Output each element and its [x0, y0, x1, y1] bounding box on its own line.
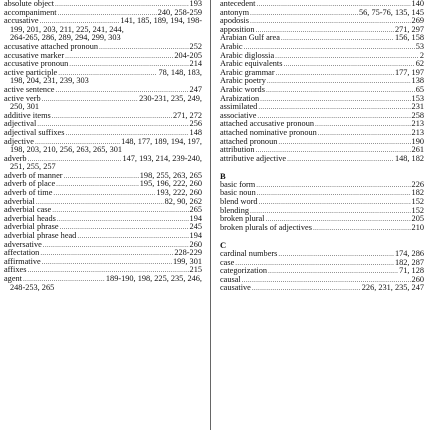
- index-term: attached nominative pronoun: [220, 127, 317, 137]
- dot-leader: [275, 52, 419, 61]
- dot-leader: [313, 224, 411, 233]
- index-term: accusative attached pronoun: [4, 41, 98, 51]
- column-divider: [210, 0, 211, 430]
- index-term: active sentence: [4, 84, 55, 94]
- index-term: agent: [4, 274, 22, 283]
- page-numbers: 260: [189, 239, 202, 249]
- page-numbers: 228-229: [174, 248, 202, 258]
- index-term: adverbial case: [4, 205, 52, 215]
- page-numbers: 258: [411, 110, 424, 120]
- dot-leader: [52, 112, 172, 121]
- index-term: adversative: [4, 239, 42, 249]
- page-numbers: 148: [189, 127, 202, 137]
- dot-leader: [77, 232, 188, 241]
- index-entry: [220, 284, 424, 293]
- page-numbers: 261: [411, 145, 424, 155]
- dot-leader: [278, 138, 410, 147]
- page-numbers: 226, 231, 235, 247: [361, 283, 424, 293]
- dot-leader: [250, 207, 411, 216]
- page-numbers: 182, 287: [394, 257, 424, 267]
- page-numbers: 53: [415, 41, 424, 51]
- dot-leader: [40, 249, 173, 258]
- page-numbers: 148, 182: [394, 153, 424, 163]
- dot-leader: [315, 120, 411, 129]
- dot-leader: [260, 95, 410, 104]
- index-term: 264-265, 286, 289, 294, 299, 303: [10, 33, 121, 43]
- index-section-letter: C: [220, 240, 227, 251]
- page-numbers: 252: [189, 41, 202, 51]
- dot-leader: [268, 267, 398, 276]
- index-term: adverb of manner: [4, 170, 63, 180]
- dot-leader: [266, 86, 415, 95]
- page-numbers: 260: [411, 274, 424, 284]
- index-term: active verb: [4, 93, 41, 103]
- page-numbers: 153: [411, 93, 424, 103]
- index-term: Arabization: [220, 93, 260, 103]
- dot-leader: [287, 155, 394, 164]
- index-term: affectation: [4, 248, 40, 258]
- index-term: Arabian Gulf area: [220, 33, 280, 43]
- page-numbers: 198, 255, 263, 265: [139, 170, 202, 180]
- page-numbers: 247: [189, 84, 202, 94]
- index-term: blend word: [220, 197, 258, 207]
- index-term: 248-253, 265: [10, 282, 55, 292]
- index-term: additive items: [4, 110, 51, 120]
- index-column-right: [220, 0, 424, 293]
- page-numbers: 240, 258-259: [157, 7, 202, 17]
- page-numbers: 2: [419, 50, 424, 60]
- page-numbers: 245: [189, 222, 202, 232]
- index-term: Arabic words: [220, 84, 265, 94]
- index-term: 251, 255, 257: [10, 162, 56, 172]
- page-numbers: 213: [411, 127, 424, 137]
- page-numbers: 71, 128: [399, 266, 424, 276]
- page-numbers: 152: [411, 205, 424, 215]
- page-numbers: 195, 196, 222, 260: [139, 179, 202, 189]
- page-numbers: 226: [411, 179, 424, 189]
- page-numbers: 190: [411, 136, 424, 146]
- page-numbers: 56, 75-76, 135, 145: [359, 7, 424, 17]
- index-term: 250, 301: [10, 102, 40, 112]
- index-term: Arabic poetry: [220, 76, 266, 86]
- index-entry: [220, 34, 424, 43]
- index-term: attached pronoun: [220, 136, 278, 146]
- index-term: adjectival suffixes: [4, 127, 65, 137]
- page-numbers: 147, 193, 214, 239-240,: [122, 153, 202, 163]
- page-numbers: 199, 301: [172, 256, 202, 266]
- index-gap: [220, 232, 424, 241]
- page-numbers: 156, 158: [394, 33, 424, 43]
- index-entry: [220, 250, 424, 259]
- dot-leader: [42, 258, 172, 267]
- index-term: attribution: [220, 145, 255, 155]
- index-term: causal: [220, 274, 241, 284]
- index-term: basic noun: [220, 188, 256, 198]
- index-term: adverbial phrase: [4, 222, 59, 232]
- index-term: adverbial: [4, 196, 35, 206]
- dot-leader: [252, 284, 361, 293]
- index-term: associative: [220, 110, 257, 120]
- index-term: broken plurals of adjectives: [220, 222, 312, 232]
- index-term: Arabic diglossia: [220, 50, 275, 60]
- dot-leader: [65, 52, 173, 61]
- dot-leader: [281, 34, 394, 43]
- page-numbers: 82, 90, 262: [164, 196, 202, 206]
- index-term: Arabic equivalents: [220, 59, 283, 69]
- page-numbers: 271, 272: [172, 110, 202, 120]
- index-term: adverbial heads: [4, 213, 56, 223]
- index-term: accusative pronoun: [4, 59, 69, 69]
- index-term: accompaniment: [4, 7, 57, 17]
- index-term: accusative: [4, 16, 39, 26]
- index-term: categorization: [220, 266, 267, 276]
- page-numbers: 265: [189, 205, 202, 215]
- index-gap: [220, 163, 424, 172]
- dot-leader: [267, 77, 411, 86]
- page-numbers: 148, 177, 189, 194, 197,: [121, 136, 202, 146]
- page-numbers: 182: [411, 188, 424, 198]
- index-entry: [220, 198, 424, 207]
- index-term: cardinal numbers: [220, 249, 278, 259]
- index-term: attached accusative pronoun: [220, 119, 314, 129]
- page-numbers: 205: [411, 214, 424, 224]
- page-numbers: 141, 185, 189, 194, 198-: [120, 16, 202, 26]
- dot-leader: [318, 129, 411, 138]
- index-term: blending: [220, 205, 250, 215]
- index-term: absolute object: [4, 0, 54, 8]
- index-term: active participle: [4, 67, 58, 77]
- page-numbers: 189-190, 198, 225, 235, 246,: [105, 274, 202, 283]
- index-term: attributive adjective: [220, 153, 287, 163]
- index-column-left: [4, 0, 202, 292]
- dot-leader: [257, 189, 411, 198]
- index-term: 198, 203, 210, 256, 263, 265, 301: [10, 145, 123, 155]
- page-numbers: 62: [415, 59, 424, 69]
- index-term: adverb of place: [4, 179, 56, 189]
- index-term: broken plural: [220, 214, 265, 224]
- index-entry: [220, 267, 424, 276]
- dot-leader: [259, 198, 411, 207]
- dot-leader: [256, 181, 410, 190]
- index-term: antonym: [220, 7, 250, 17]
- page-numbers: 177, 197: [394, 67, 424, 77]
- index-entry: [220, 9, 424, 18]
- index-term: adverb of time: [4, 188, 53, 198]
- index-section-letter: B: [220, 170, 226, 181]
- index-term: 198, 204, 231, 239, 303: [10, 76, 89, 86]
- index-term: basic form: [220, 179, 256, 189]
- dot-leader: [60, 223, 189, 232]
- page-numbers: 138: [411, 76, 424, 86]
- index-entry: [220, 155, 424, 164]
- index-entry: [220, 224, 424, 233]
- page-numbers: 193: [189, 0, 202, 8]
- page-numbers: 214: [189, 59, 202, 69]
- index-term: assimilated: [220, 102, 258, 112]
- dot-leader: [64, 172, 139, 181]
- dot-leader: [57, 215, 189, 224]
- index-term: causative: [220, 283, 251, 293]
- index-term: affixes: [4, 265, 27, 275]
- page-numbers: 78, 148, 183,: [158, 67, 202, 77]
- page-numbers: 194: [189, 231, 202, 241]
- page-numbers: 231: [411, 102, 424, 112]
- page-numbers: 210: [411, 222, 424, 232]
- page-numbers: 152: [411, 197, 424, 207]
- page-numbers: 204-205: [174, 50, 202, 60]
- dot-leader: [56, 180, 139, 189]
- index-term: antecedent: [220, 0, 256, 8]
- dot-leader: [276, 69, 394, 78]
- page-numbers: 194: [189, 213, 202, 223]
- page-numbers: 269: [411, 16, 424, 26]
- index-term: adverbial phrase head: [4, 231, 77, 241]
- index-term: Arabic grammar: [220, 67, 275, 77]
- page-numbers: 140: [411, 0, 424, 8]
- index-term: case: [220, 257, 235, 267]
- index-entry: [4, 258, 202, 267]
- index-term: 199, 201, 203, 211, 225, 241, 244,: [10, 24, 124, 34]
- dot-leader: [52, 206, 188, 215]
- index-term: accusative marker: [4, 50, 65, 60]
- dot-leader: [278, 250, 394, 259]
- dot-leader: [43, 241, 189, 250]
- page-numbers: 174, 286: [394, 249, 424, 259]
- dot-leader: [250, 17, 411, 26]
- index-term: apodosis: [220, 16, 250, 26]
- page-numbers: 215: [189, 265, 202, 275]
- dot-leader: [42, 95, 138, 104]
- index-entry-continuation: [4, 284, 202, 293]
- page-numbers: 230-231, 235, 249,: [139, 93, 202, 103]
- dot-leader: [258, 103, 410, 112]
- page-numbers: 213: [411, 119, 424, 129]
- index-term: adjective: [4, 136, 34, 146]
- dot-leader: [36, 198, 164, 207]
- index-term: adverb: [4, 153, 27, 163]
- index-term: adjectival: [4, 119, 37, 129]
- index-term: affirmative: [4, 256, 41, 266]
- dot-leader: [53, 189, 155, 198]
- index-term: apposition: [220, 24, 255, 34]
- page-numbers: 256: [189, 119, 202, 129]
- page-numbers: 193, 222, 260: [156, 188, 202, 198]
- page-numbers: 65: [415, 84, 424, 94]
- dot-leader: [250, 9, 358, 18]
- index-term: Arabic: [220, 41, 243, 51]
- page-numbers: 271, 297: [394, 24, 424, 34]
